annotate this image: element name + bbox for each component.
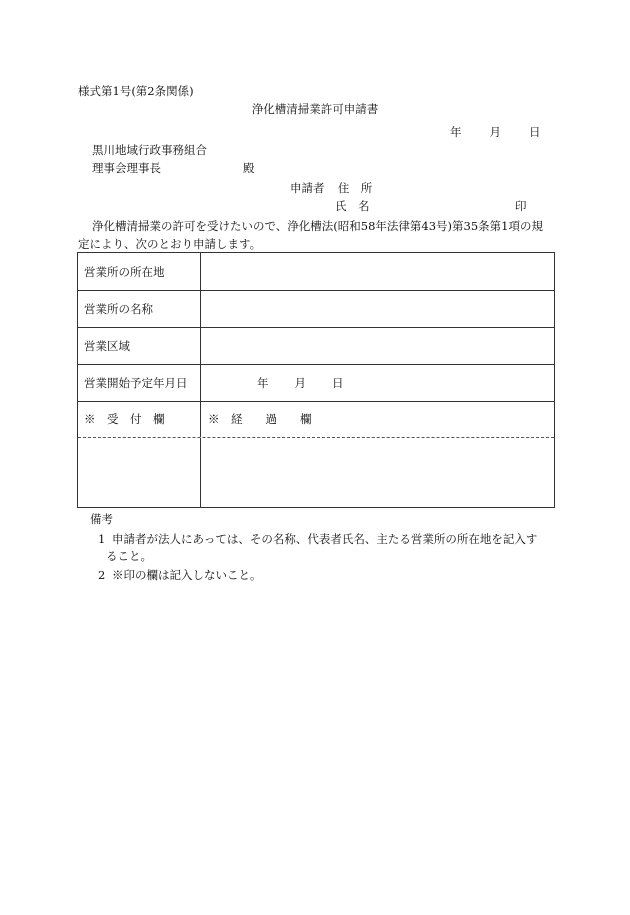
form-number: 様式第1号(第2条関係) bbox=[78, 84, 194, 98]
remarks-note-1 bbox=[98, 530, 553, 548]
note-1-text: 申請者が法人にあっては、その名称、代表者氏名、主たる営業所の所在地を記入す bbox=[112, 532, 538, 546]
table-row bbox=[78, 253, 554, 291]
opening-day-label: 日 bbox=[332, 375, 344, 390]
remarks-note-2 bbox=[98, 568, 262, 582]
opening-month-label: 月 bbox=[294, 375, 306, 390]
note-2-number: 2 bbox=[98, 568, 106, 582]
table-row bbox=[78, 327, 554, 365]
date-day-label: 日 bbox=[529, 125, 541, 139]
table-row bbox=[78, 438, 554, 508]
business-location-label: 営業所の所在地 bbox=[78, 253, 201, 290]
remarks-label: 備考 bbox=[90, 512, 113, 526]
table-row bbox=[78, 364, 554, 402]
note-1-number: 1 bbox=[98, 532, 106, 546]
recipient-organization: 黒川地域行政事務組合 bbox=[92, 143, 207, 157]
recipient-title: 理事会理事長 bbox=[92, 161, 161, 175]
applicant-name-label: 氏 名 bbox=[335, 199, 370, 213]
document-title: 浄化槽清掃業許可申請書 bbox=[251, 102, 379, 116]
opening-date-field[interactable] bbox=[202, 364, 554, 401]
table-row bbox=[78, 290, 554, 328]
note-2-text: ※印の欄は記入しないこと。 bbox=[112, 568, 262, 582]
progress-column-label: ※ 経 過 欄 bbox=[208, 412, 312, 426]
opening-date-label: 営業開始予定年月日 bbox=[78, 364, 201, 401]
applicant-address-line bbox=[290, 181, 372, 195]
table-row bbox=[78, 401, 554, 438]
reception-column-label: ※ 受 付 欄 bbox=[78, 401, 201, 437]
application-table bbox=[77, 252, 555, 508]
reception-column-field bbox=[78, 438, 201, 508]
business-area-field[interactable] bbox=[202, 327, 554, 364]
progress-column-field bbox=[202, 438, 554, 508]
business-area-label: 営業区域 bbox=[78, 327, 201, 364]
remarks-note-1-continued: ること。 bbox=[106, 549, 152, 563]
business-location-field[interactable] bbox=[202, 253, 554, 290]
application-statement: 浄化槽清掃業の許可を受けたいので、浄化槽法(昭和58年法律第43号)第35条第1項の規定により、次のとおり申請します。 bbox=[78, 219, 543, 251]
seal-mark: 印 bbox=[515, 199, 527, 213]
business-name-label: 営業所の名称 bbox=[78, 290, 201, 327]
applicant-address-label: 住 所 bbox=[337, 181, 373, 195]
recipient-honorific: 殿 bbox=[243, 161, 255, 175]
application-date bbox=[450, 125, 541, 139]
business-name-field[interactable] bbox=[202, 290, 554, 327]
opening-year-label: 年 bbox=[257, 375, 269, 390]
date-year-label: 年 bbox=[450, 125, 462, 139]
applicant-label: 申請者 bbox=[290, 181, 325, 195]
date-month-label: 月 bbox=[489, 125, 501, 139]
